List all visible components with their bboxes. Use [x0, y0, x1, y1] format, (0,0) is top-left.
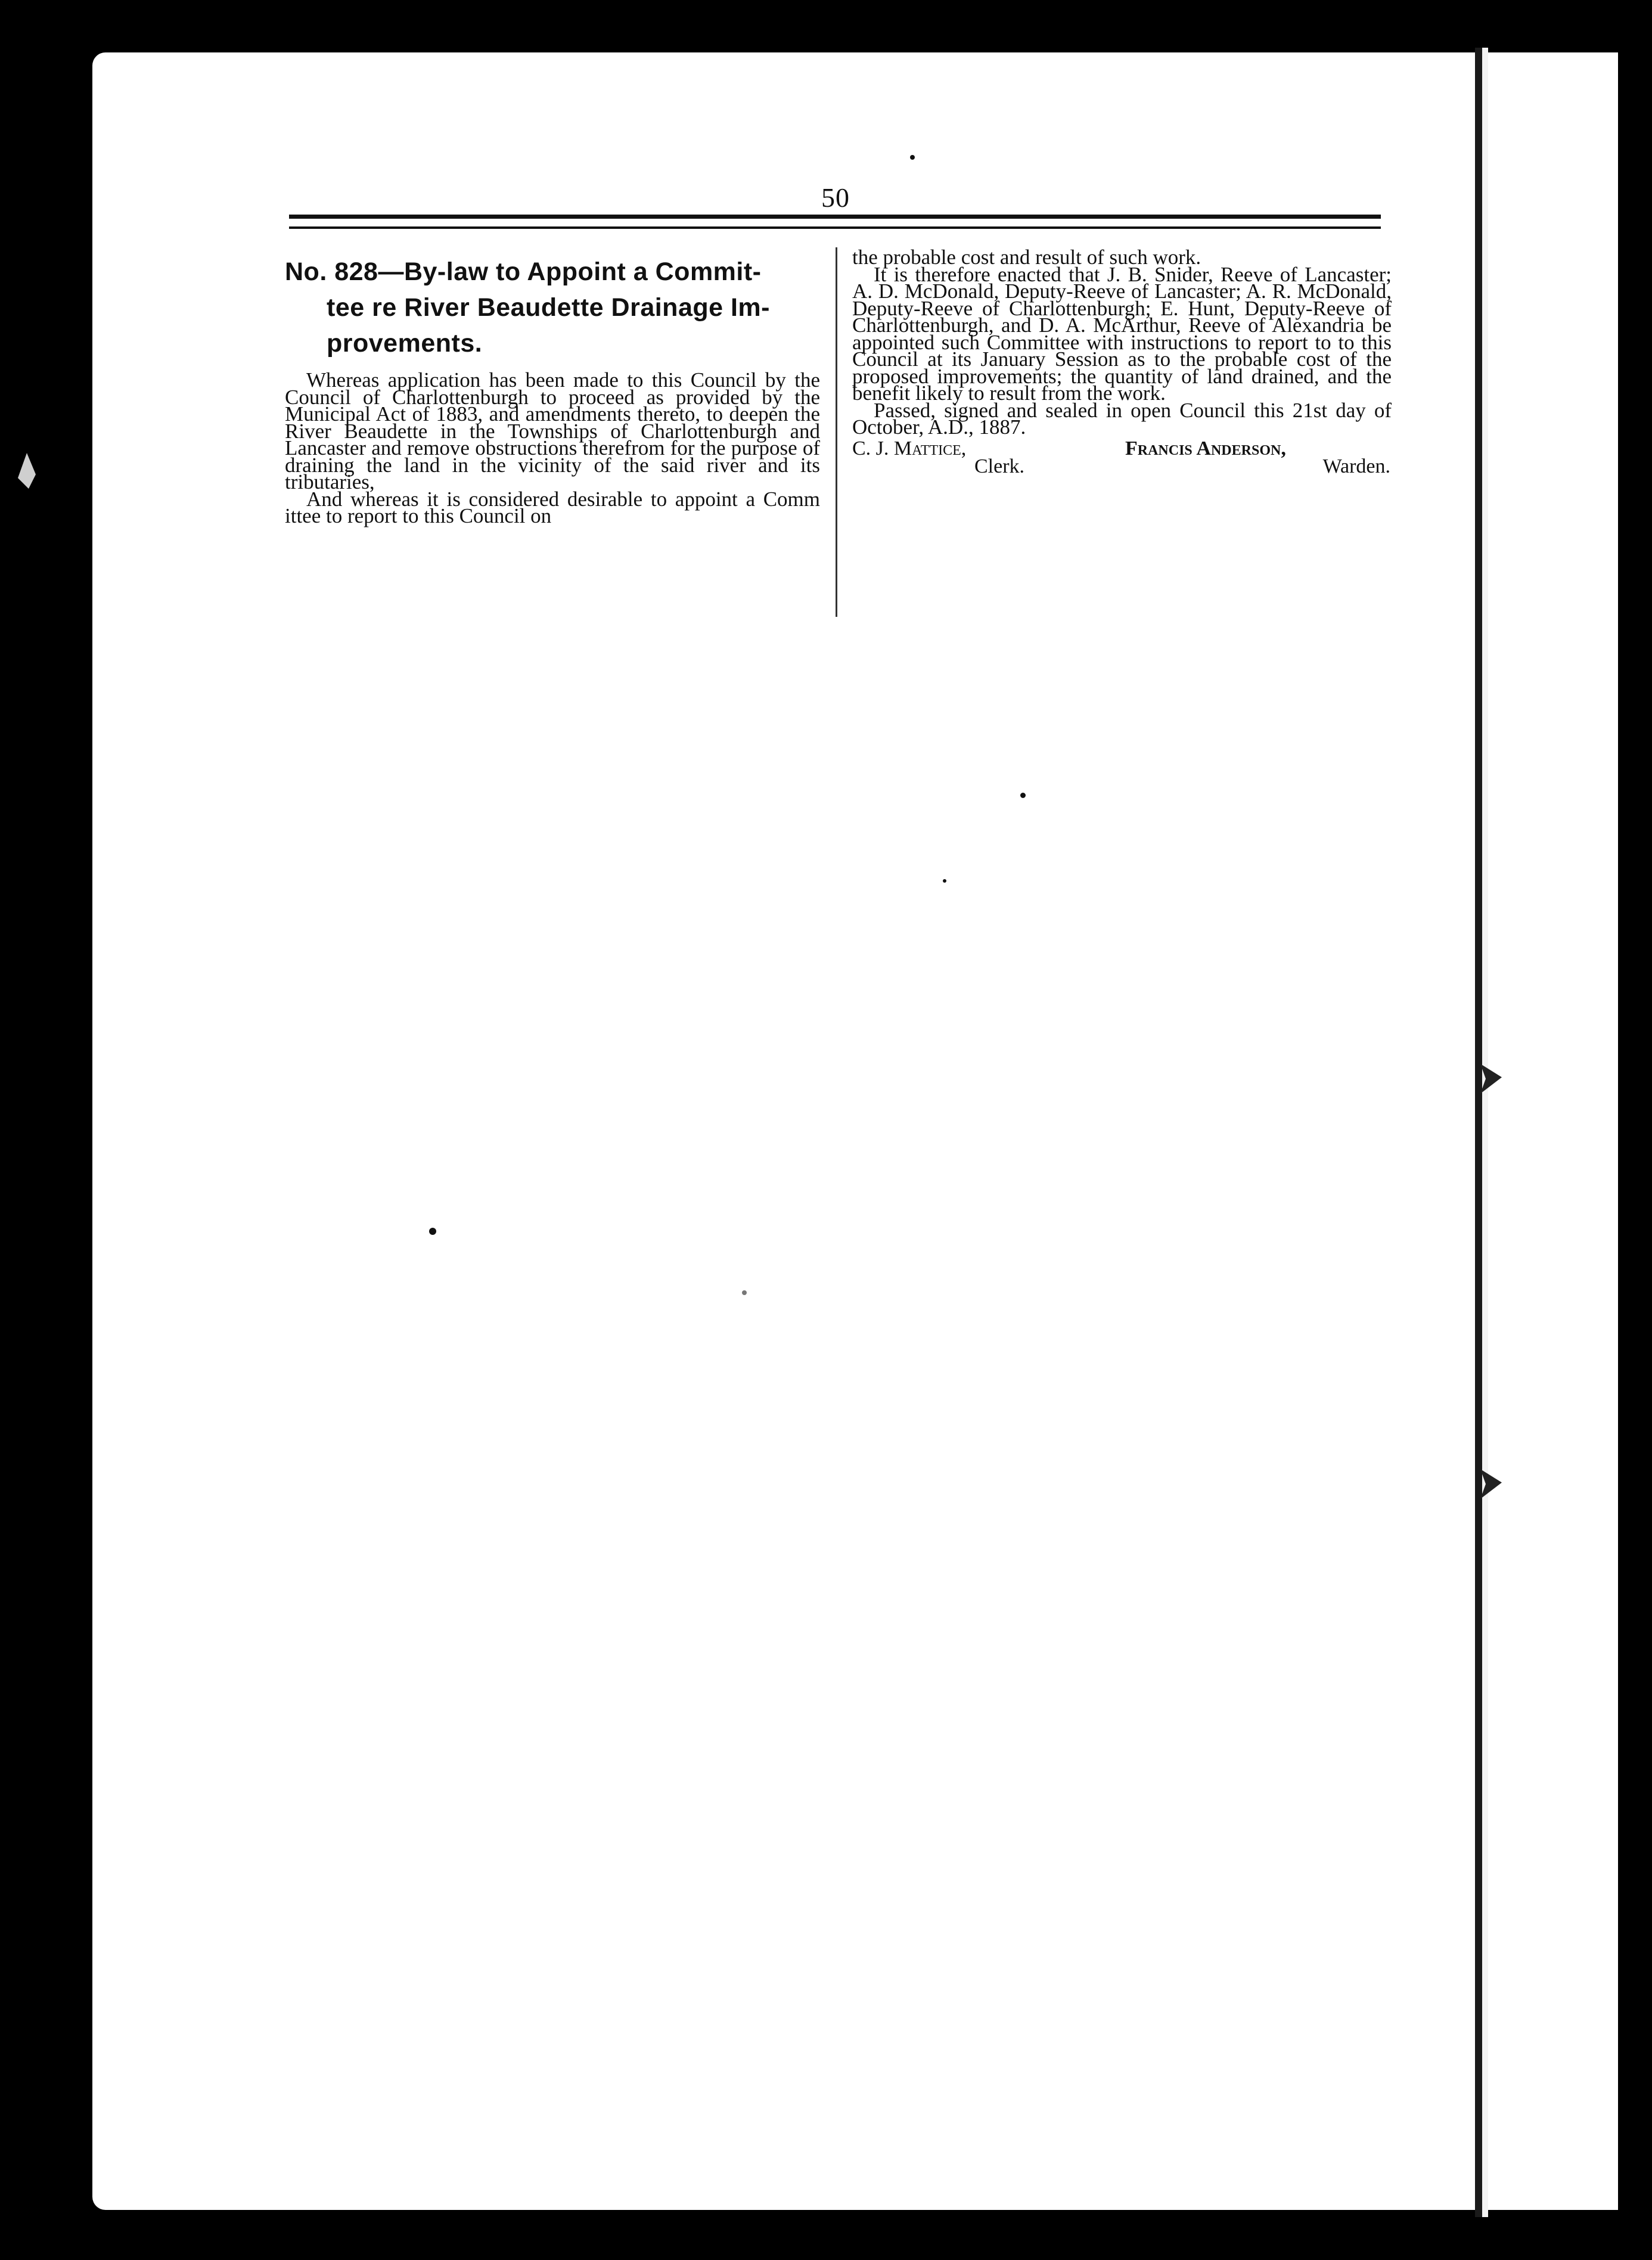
ink-speck	[910, 155, 915, 160]
passed-paragraph: Passed, signed and sealed in open Council this 21st day of October, A.D., 1887.	[852, 398, 1392, 439]
right-column	[852, 246, 1392, 477]
ink-speck	[943, 879, 946, 883]
header-rule-thick	[289, 215, 1381, 219]
whereas-paragraph: Whereas application has been made to this Council by the Council of Charlottenburgh to proceed as provided by the Municipal Act of 1883, and amendments thereto, to deepen the River Beaudette in the Townships of Charlottenburgh and Lancaster and remove obstructions therefrom for the purpose of draining the land in the vicinity of the said river and its tributaries,	[285, 368, 820, 493]
signature-block	[852, 437, 1392, 477]
clerk-name: C. J. Mattice,	[852, 437, 967, 460]
ink-speck	[1020, 793, 1026, 798]
whereas-desirable-paragraph: And whereas it is considered desirable to appoint a Comm ittee to report to this Council on	[285, 487, 820, 527]
warden-name: Francis Anderson,	[1125, 437, 1286, 460]
enactment-paragraph: It is therefore enacted that J. B. Snider, Reeve of Lancaster; A. D. McDonald, Deputy-Reeve of Lancaster; A. R. McDonald, Deputy-Reeve of Charlottenburgh; E. Hunt, Deputy-Reeve of Charlottenburgh, and D. A. McArthur, Reeve of Alexandria be appointed such Committee with instructions to report to to this Council at its January Session as to the probable cost of the proposed improvements; the quantity of land drained, and the benefit likely to result from the work.	[852, 262, 1392, 405]
ink-speck	[429, 1228, 436, 1235]
column-divider	[836, 247, 837, 617]
page-number: 50	[821, 182, 850, 213]
heading-line-2: tee re River Beaudette Drainage Im-	[327, 293, 770, 322]
heading-line-3: provements.	[327, 329, 483, 358]
bylaw-heading	[285, 254, 820, 361]
warden-title: Warden.	[1322, 455, 1390, 477]
continuation-paragraph: the probable cost and result of such work.	[852, 246, 1201, 269]
binding-edge	[1475, 48, 1482, 2217]
margin-mark	[18, 453, 36, 489]
left-column	[285, 249, 820, 525]
clerk-title: Clerk.	[974, 455, 1025, 477]
ink-speck	[742, 1290, 747, 1295]
page-edge-gap	[1482, 48, 1488, 2217]
heading-line-1: No. 828—By-law to Appoint a Commit-	[285, 257, 762, 286]
header-rule-thin	[289, 226, 1381, 229]
